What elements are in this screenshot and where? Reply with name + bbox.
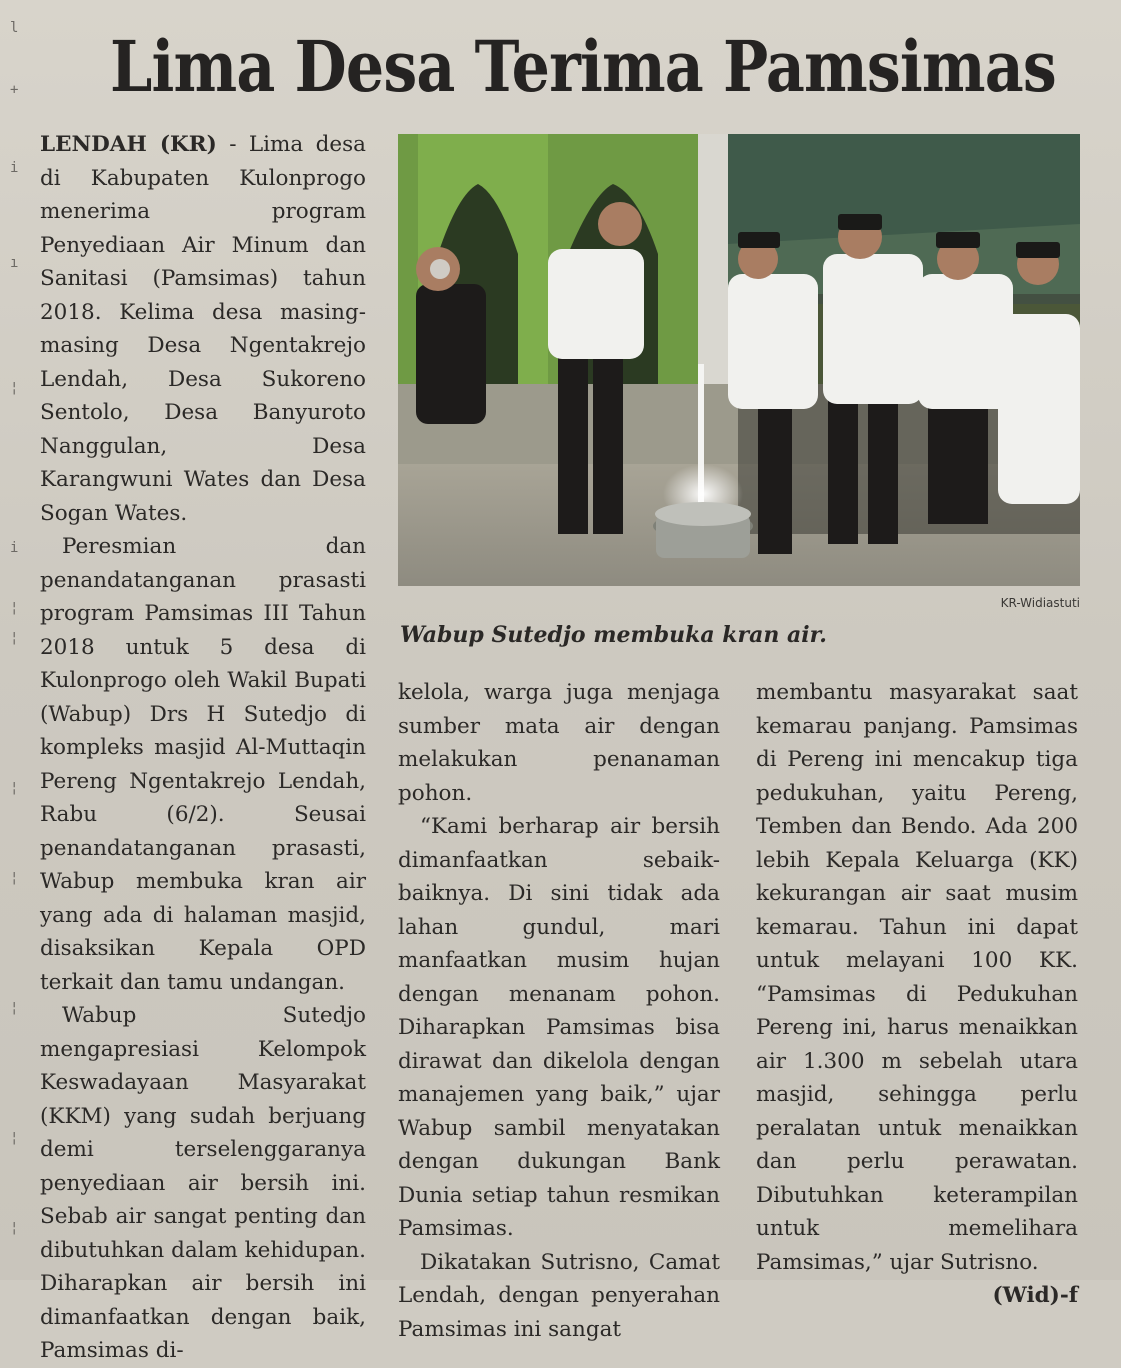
photo-caption: Wabup Sutedjo membuka kran air. xyxy=(400,622,827,648)
news-photo xyxy=(398,134,1080,586)
article-column-2 xyxy=(398,676,720,1346)
paragraph xyxy=(756,676,1078,1308)
paragraph: Peresmian dan penandatanganan prasasti program Pamsimas III Tahun 2018 untuk 5 desa di Kulonprogo oleh Wakil Bupati (Wabup) Drs H Sutedjo di kompleks masjid Al-Muttaqin Pereng Ngentakrejo Lendah, Rabu (6/2). Seusai penandatanganan prasasti, Wabup membuka kran air yang ada di halaman masjid, disaksikan Kepala OPD terkait dan tamu undangan. xyxy=(40,534,366,995)
author-signature: (Wid)-f xyxy=(992,1283,1078,1308)
paragraph: kelola, warga juga menjaga sumber mata air dengan melakukan penanaman pohon. xyxy=(398,680,720,806)
paragraph: “Kami berharap air bersih dimanfaatkan sebaik-baiknya. Di sini tidak ada lahan gundul, mari manfaatkan musim hujan dengan menanam pohon. Diharapkan Pamsimas bisa dirawat dan dikelola dengan manajemen yang baik,” ujar Wabup sambil menyatakan dengan dukungan Bank Dunia setiap tahun resmikan Pamsimas. xyxy=(398,814,720,1241)
lead-text: - Lima desa di Kabupaten Kulonprogo menerima program Penyediaan Air Minum dan Sanitasi (Pamsimas) tahun 2018. Kelima desa masing-masing Desa Ngentakrejo Lendah, Desa Sukoreno Sentolo, Desa Banyuroto Nanggulan, Desa Karangwuni Wates dan Desa Sogan Wates. xyxy=(40,132,367,526)
closing-text: membantu masyarakat saat kemarau panjang. Pamsimas di Pereng ini mencakup tiga pedukuhan, yaitu Pereng, Temben dan Bendo. Ada 200 lebih Kepala Keluarga (KK) kekurangan air saat musim kemarau. Tahun ini dapat untuk melayani 100 KK. “Pamsimas di Pedukuhan Pereng ini, harus menaikkan air 1.300 m sebelah utara masjid, sehingga perlu peralatan untuk menaikkan dan perlu perawatan. Dibutuhkan keterampilan untuk memelihara Pamsimas,” ujar Sutrisno. xyxy=(756,680,1078,1275)
paragraph: Dikatakan Sutrisno, Camat Lendah, dengan penyerahan Pamsimas ini sangat xyxy=(398,1249,720,1342)
headline: Lima Desa Terima Pamsimas xyxy=(110,25,1056,108)
article-column-3 xyxy=(756,676,1078,1313)
lead-paragraph xyxy=(40,128,366,530)
article-column-1 xyxy=(40,128,366,1368)
paragraph: Wabup Sutedjo mengapresiasi Kelompok Keswadayaan Masyarakat (KKM) yang sudah berjuang demi terselenggaranya penyediaan air bersih ini. Sebab air sangat penting dan dibutuhkan dalam kehidupan. Diharapkan air bersih ini dimanfaatkan dengan baik, Pamsimas di- xyxy=(40,1003,366,1363)
photo-illustration xyxy=(398,134,1080,586)
photo-credit: KR-Widiastuti xyxy=(1000,596,1080,610)
margin-marks: l + i ı ¦ i ¦ ¦ ¦ ¦ ¦ ¦ ¦ xyxy=(10,20,19,1236)
dateline: LENDAH (KR) xyxy=(40,132,217,157)
